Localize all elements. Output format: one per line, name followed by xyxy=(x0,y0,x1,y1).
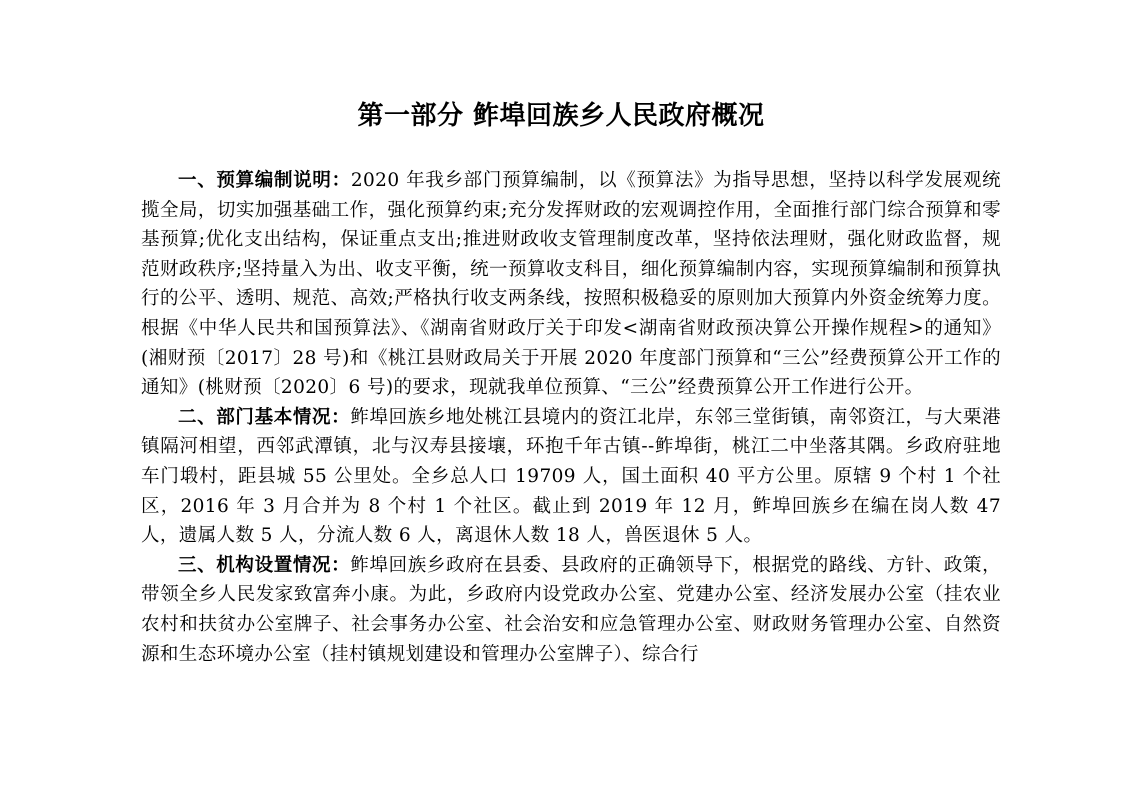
page-title: 第一部分 鲊埠回族乡人民政府概况 xyxy=(357,101,765,131)
section-heading: 一、预算编制说明： xyxy=(178,170,351,191)
section-department-basics xyxy=(141,403,1001,551)
section-heading: 三、机构设置情况： xyxy=(178,554,351,576)
section-text: 鲊埠回族乡地处桃江县境内的资江北岸，东邻三堂街镇，南邻资江，与大栗港镇隔河相望，西邻武潭镇，北与汉寿县接壤，环抱千年古镇--鲊埠街，桃江二中坐落其隅。乡政府驻地车门塅村，距县城 55 公里处。全乡总人口 19709 人，国土面积 40 平方公里。原辖 9 个村 1 个社区，2016 年 3 月合并为 8 个村 1 个社区。截止到 2019 年 12 月，鲊埠回族乡在编在岗人数 47 人，遗属人数 5 人，分流人数 6 人，离退休人数 18 人，兽医退休 5 人。 xyxy=(141,406,1001,547)
document-body xyxy=(141,166,1001,669)
section-text: 鲊埠回族乡政府在县委、县政府的正确领导下，根据党的路线、方针、政策，带领全乡人民发家致富奔小康。为此，乡政府内设党政办公室、党建办公室、经济发展办公室（挂农业农村和扶贫办公室牌子、社会事务办公室、社会治安和应急管理办公室、财政财务管理办公室、自然资源和生态环境办公室（挂村镇规划建设和管理办公室牌子）、综合行 xyxy=(141,554,1001,665)
section-organization-setup xyxy=(141,551,1001,669)
section-heading: 二、部门基本情况： xyxy=(178,406,351,428)
section-text: 2020 年我乡部门预算编制，以《预算法》为指导思想，坚持以科学发展观统揽全局，切实加强基础工作，强化预算约束;充分发挥财政的宏观调控作用，全面推行部门综合预算和零基预算;优化支出结构，保证重点支出;推进财政收支管理制度改革，坚持依法理财，强化财政监督，规范财政秩序;坚持量入为出、收支平衡，统一预算收支科目，细化预算编制内容，实现预算编制和预算执行的公平、透明、规范、高效;严格执行收支两条线，按照积极稳妥的原则加大预算内外资金统筹力度。根据《中华人民共和国预算法》、《湖南省财政厅关于印发<湖南省财政预决算公开操作规程>的通知》(湘财预〔2017〕28 号)和《桃江县财政局关于开展 2020 年度部门预算和“三公”经费预算公开工作的通知》(桃财预〔2020〕6 号)的要求，现就我单位预算、“三公”经费预算公开工作进行公开。 xyxy=(141,170,1001,399)
section-budget-explanation xyxy=(141,166,1001,403)
